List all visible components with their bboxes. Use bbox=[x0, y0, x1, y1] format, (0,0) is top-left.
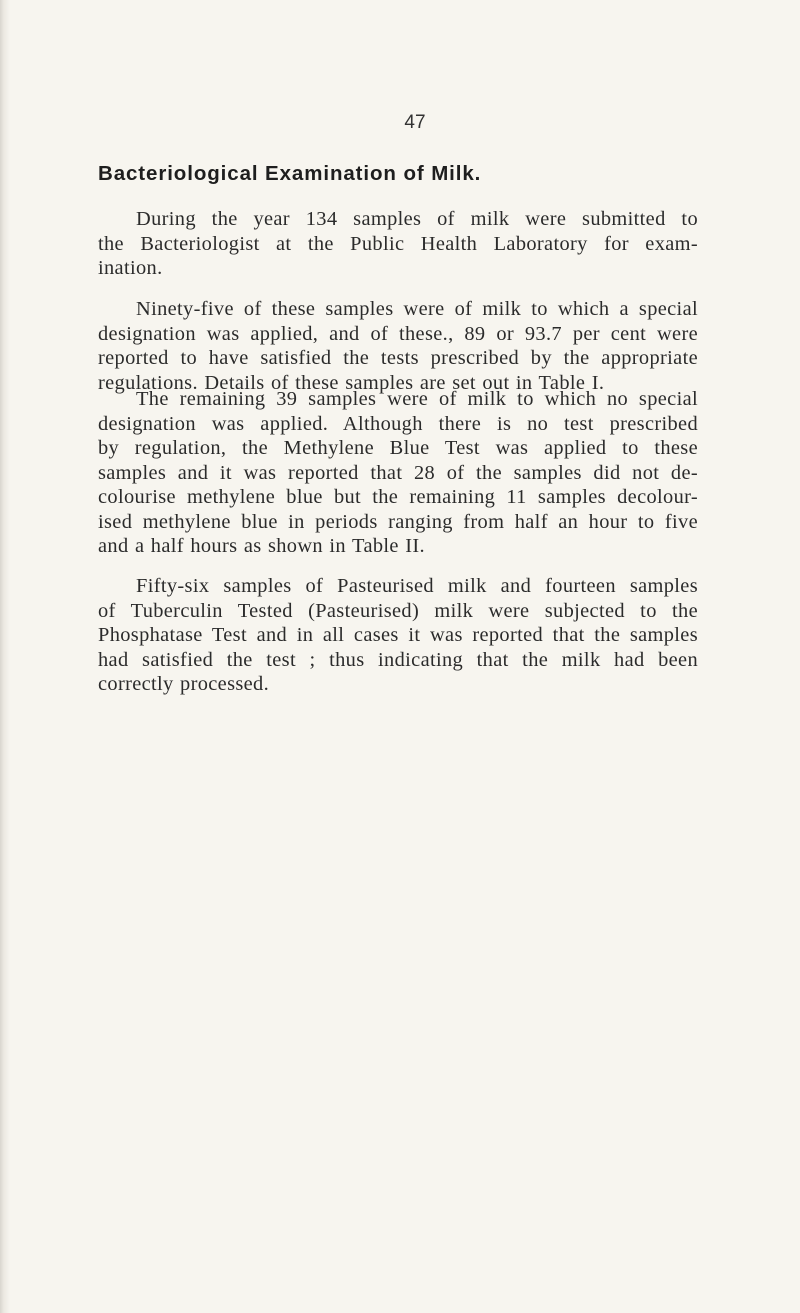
paragraph-line: samples and it was reported that 28 of the samples did not de- bbox=[98, 461, 698, 484]
paragraph-line: regulations. Details of these samples are set out in Table I. bbox=[98, 371, 605, 394]
paragraph-2 bbox=[98, 297, 698, 395]
paragraph-line: Fifty-six samples of Pasteurised milk and fourteen samples bbox=[136, 575, 698, 597]
paragraph-line: Ninety-five of these samples were of milk to which a special bbox=[136, 298, 698, 320]
paragraph-line: Phosphatase Test and in all cases it was reported that the samples bbox=[98, 624, 698, 646]
paragraph-line: had satisfied the test ; thus indicating that the milk had been bbox=[98, 648, 698, 671]
paragraph-line: by regulation, the Methylene Blue Test was applied to these bbox=[98, 437, 698, 459]
paragraph-line: colourise methylene blue but the remaining 11 samples decolour- bbox=[98, 486, 698, 508]
paragraph-line: ised methylene blue in periods ranging from half an hour to five bbox=[98, 510, 698, 533]
paragraph-1 bbox=[98, 207, 698, 281]
page-number: 47 bbox=[404, 112, 426, 133]
page-edge-shadow bbox=[0, 0, 10, 1313]
paragraph-3 bbox=[98, 387, 698, 559]
paragraph-line: designation was applied. Although there is no test prescribed bbox=[98, 412, 698, 435]
paragraph-line: and a half hours as shown in Table II. bbox=[98, 535, 425, 557]
paragraph-4 bbox=[98, 574, 698, 697]
paragraph-line: correctly processed. bbox=[98, 673, 270, 695]
paragraph-line: of Tuberculin Tested (Pasteurised) milk were subjected to the bbox=[98, 599, 698, 622]
paragraph-line: During the year 134 samples of milk were submitted to bbox=[136, 208, 698, 230]
paragraph-line: designation was applied, and of these., 89 or 93.7 per cent were bbox=[98, 322, 698, 345]
paragraph-line: the Bacteriologist at the Public Health Laboratory for exam- bbox=[98, 232, 698, 255]
paragraph-line: reported to have satisfied the tests prescribed by the appropriate bbox=[98, 347, 698, 369]
paragraph-line: ination. bbox=[98, 257, 163, 279]
section-heading: Bacteriological Examination of Milk. bbox=[98, 162, 482, 185]
paragraph-line: The remaining 39 samples were of milk to which no special bbox=[136, 388, 698, 410]
